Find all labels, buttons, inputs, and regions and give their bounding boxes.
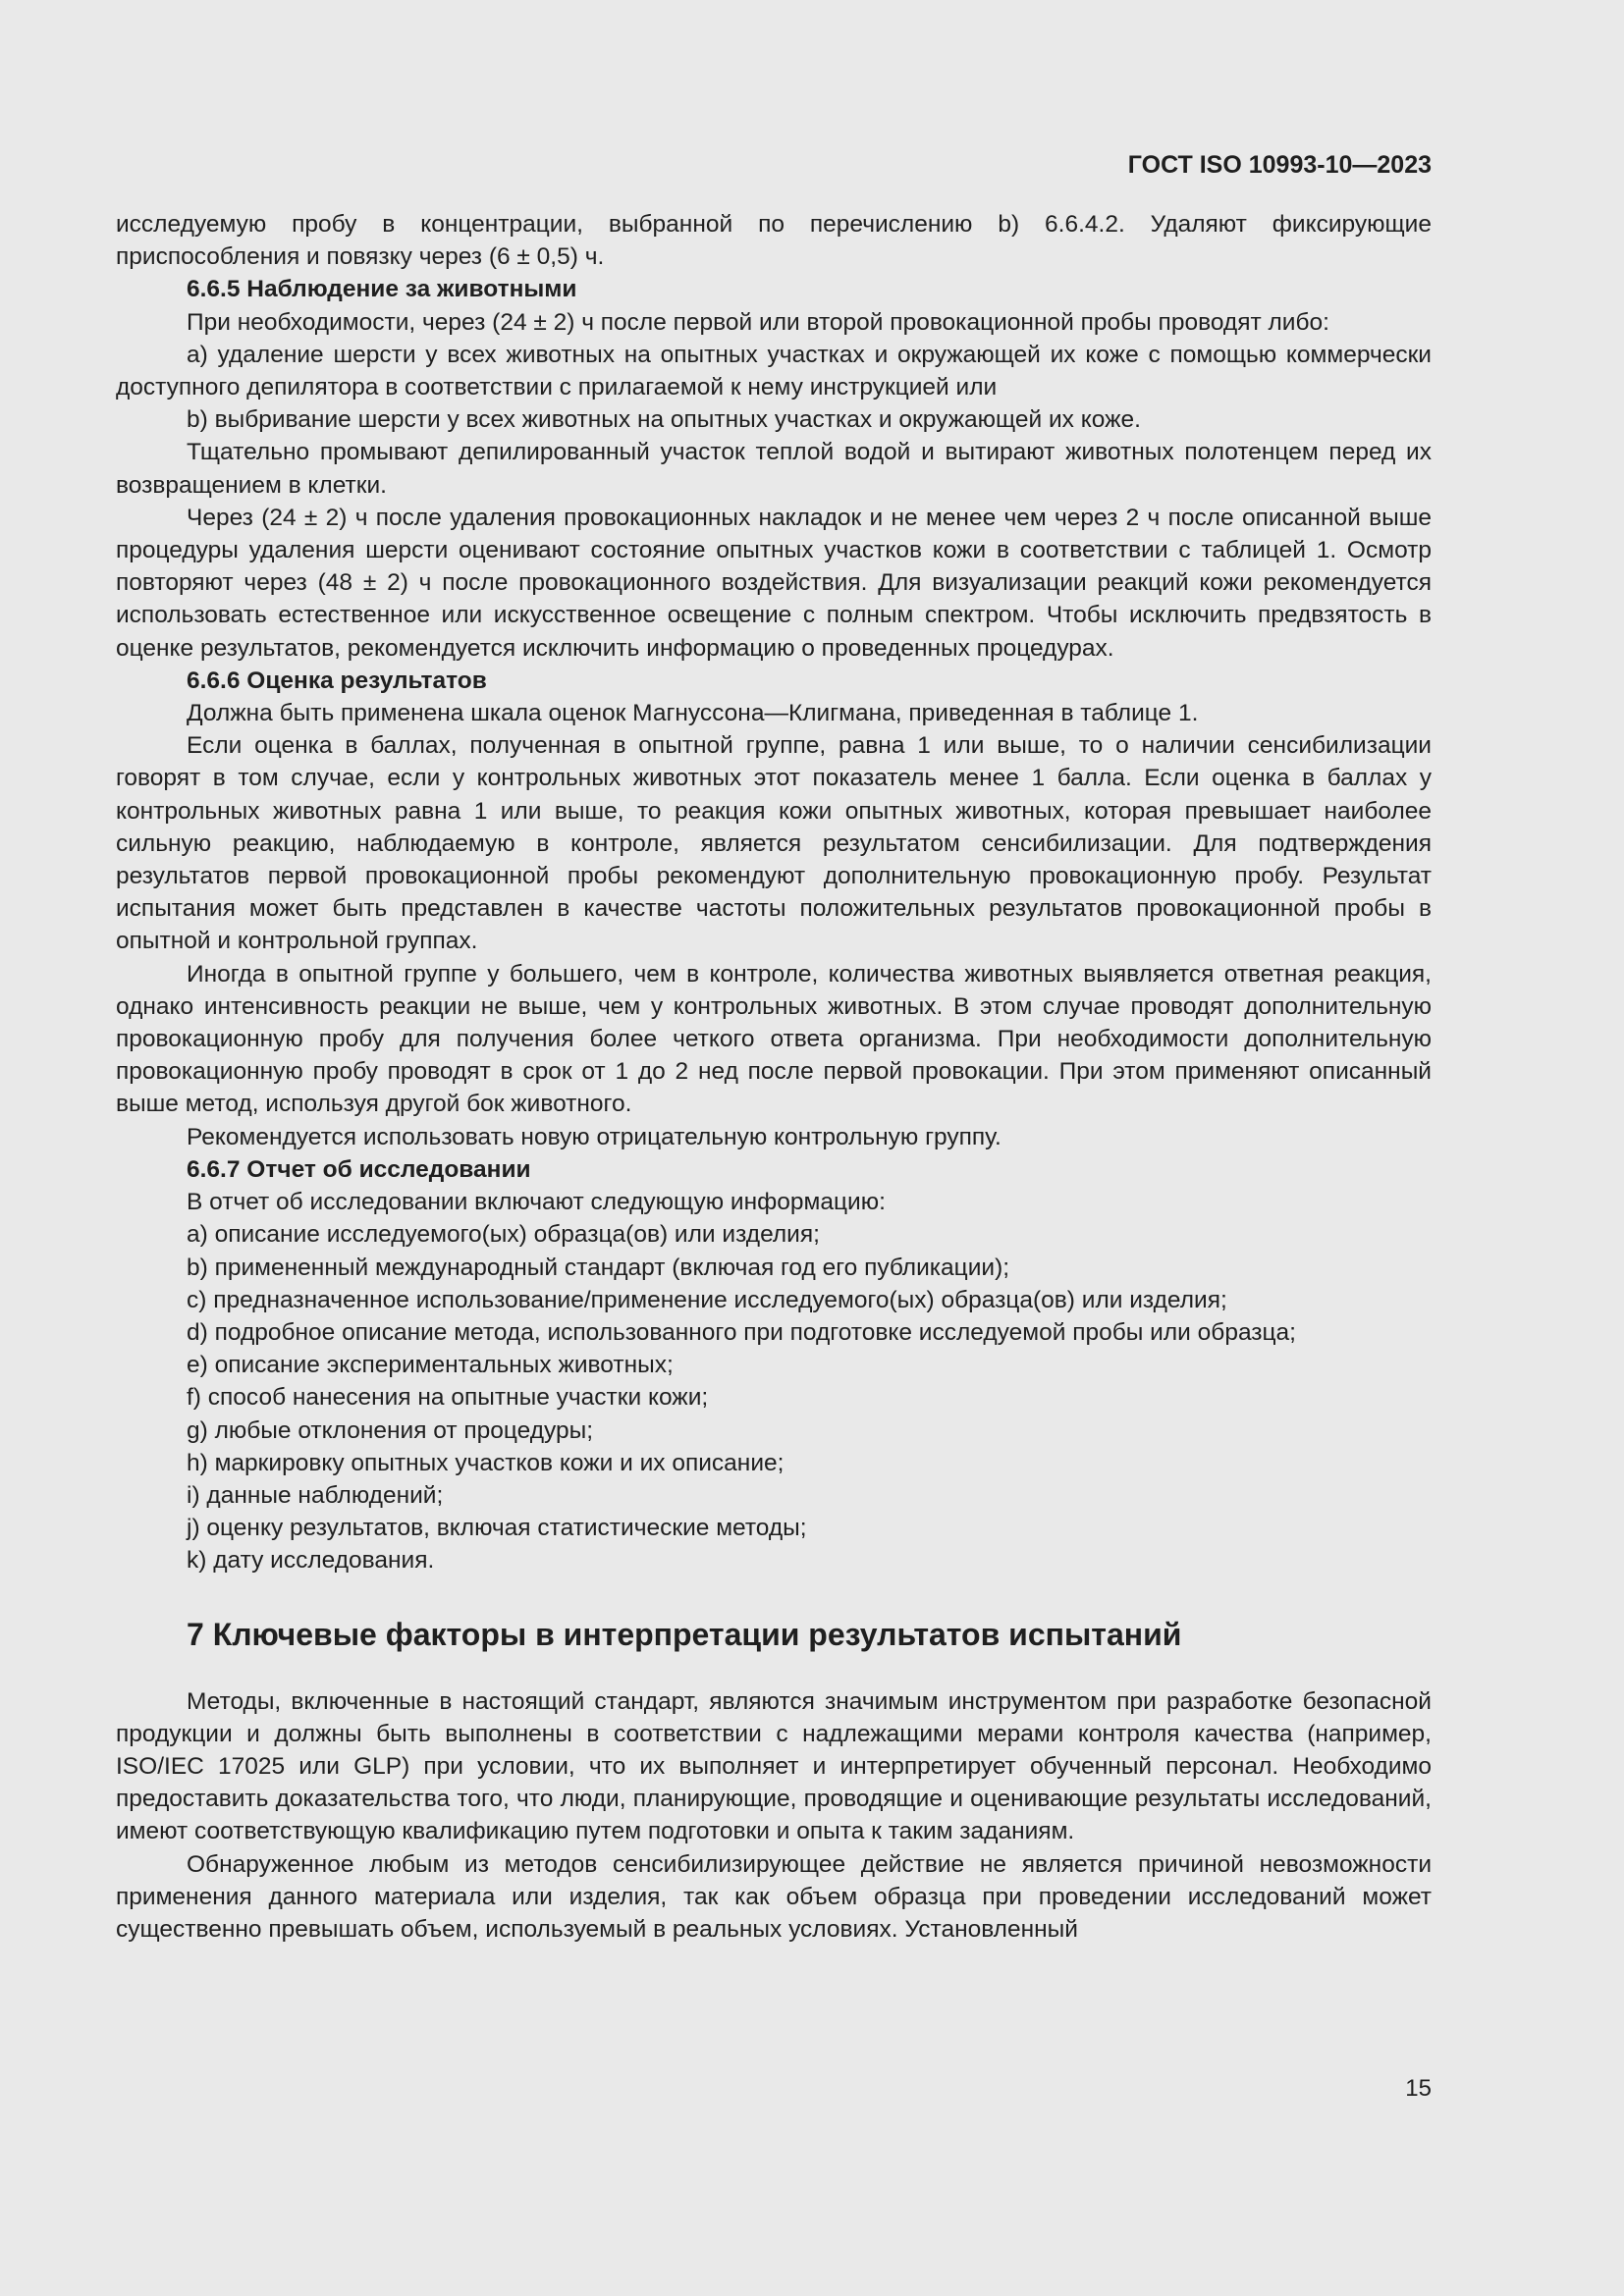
document-header — [116, 147, 1432, 183]
report-list-item: i) данные наблюдений; — [187, 1481, 444, 1509]
report-intro: В отчет об исследовании включают следующую информацию: — [187, 1189, 886, 1216]
paragraph: Обнаруженное любым из методов сенсибилизирующее действие не является причиной невозможности применения данного материала или изделия, так как объем образца при проведении исследований может существенно превышать объем, используемый в реальных условиях. Установленный — [116, 1850, 1432, 1943]
section-heading: 7 Ключевые факторы в интерпретации результатов испытаний — [187, 1616, 1182, 1652]
report-list-item: b) примененный международный стандарт (включая год его публикации); — [187, 1254, 1010, 1281]
report-list-item: k) дату исследования. — [187, 1547, 435, 1575]
report-list-item: h) маркировку опытных участков кожи и их описание; — [187, 1449, 785, 1476]
paragraph: исследуемую пробу в концентрации, выбранной по перечислению b) 6.6.4.2. Удаляют фиксирующие приспособления и повязку через (6 ± 0,5) ч. — [116, 211, 1432, 271]
report-list-item: c) предназначенное использование/применение исследуемого(ых) образца(ов) или изделия; — [187, 1286, 1227, 1313]
report-list-item: f) способ нанесения на опытные участки кожи; — [187, 1384, 709, 1412]
report-list-item: d) подробное описание метода, использованного при подготовке исследуемой пробы или образца; — [187, 1318, 1296, 1346]
paragraph: Рекомендуется использовать новую отрицательную контрольную группу. — [187, 1123, 1001, 1150]
paragraph: Тщательно промывают депилированный участок теплой водой и вытирают животных полотенцем перед их возвращением в клетки. — [116, 439, 1432, 499]
list-item: a) удаление шерсти у всех животных на опытных участках и окружающей их коже с помощью коммерчески доступного депилятора в соответствии с прилагаемой к нему инструкцией или — [116, 341, 1432, 401]
report-list-item: e) описание экспериментальных животных; — [187, 1352, 674, 1379]
report-list-item: a) описание исследуемого(ых) образца(ов) или изделия; — [187, 1221, 820, 1249]
list-item: b) выбривание шерсти у всех животных на опытных участках и окружающей их коже. — [187, 406, 1141, 434]
paragraph: При необходимости, через (24 ± 2) ч после первой или второй провокационной пробы проводят либо: — [187, 308, 1329, 336]
report-list-item: g) любые отклонения от процедуры; — [187, 1416, 594, 1444]
paragraph: Должна быть применена шкала оценок Магнуссона—Клигмана, приведенная в таблице 1. — [187, 700, 1199, 727]
paragraph: Иногда в опытной группе у большего, чем в контроле, количества животных выявляется ответная реакция, однако интенсивность реакции не выше, чем у контрольных животных. В этом случае проводят дополнительную провокационную пробу для получения более четкого ответа организма. При необходимости дополнительную провокационную пробу проводят в срок от 1 до 2 нед после первой провокации. При этом применяют описанный выше метод, используя другой бок животного. — [116, 960, 1432, 1118]
report-list-item: j) оценку результатов, включая статистические методы; — [187, 1515, 807, 1542]
paragraph: Через (24 ± 2) ч после удаления провокационных накладок и не менее чем через 2 ч после описанной выше процедуры удаления шерсти оценивают состояние опытных участков кожи в соответствии с таблицей 1. Осмотр повторяют через (48 ± 2) ч после провокационного воздействия. Для визуализации реакций кожи рекомендуется использовать естественное или искусственное освещение с полным спектром. Чтобы исключить предвзятость в оценке результатов, рекомендуется исключить информацию о проведенных процедурах. — [116, 504, 1432, 662]
subsection-heading: 6.6.6 Оценка результатов — [187, 667, 487, 694]
subsection-heading: 6.6.5 Наблюдение за животными — [187, 276, 577, 303]
paragraph: Методы, включенные в настоящий стандарт, являются значимым инструментом при разработке безопасной продукции и должны быть выполнены в соответствии с надлежащими мерами контроля качества (например, ISO/IEC 17025 или GLP) при условии, что их выполняет и интерпретирует обученный персонал. Необходимо предоставить доказательства того, что люди, планирующие, проводящие и оценивающие результаты исследований, имеют соответствующую квалификацию путем подготовки и опыта к таким заданиям. — [116, 1687, 1432, 1845]
document-body — [116, 208, 1432, 1946]
paragraph: Если оценка в баллах, полученная в опытной группе, равна 1 или выше, то о наличии сенсибилизации говорят в том случае, если у контрольных животных этот показатель менее 1 балла. Если оценка в баллах у контрольных животных равна 1 или выше, то реакция кожи опытных животных, которая превышает наиболее сильную реакцию, наблюдаемую в контроле, является результатом сенсибилизации. Для подтверждения результатов первой провокационной пробы рекомендуют дополнительную провокационную пробу. Результат испытания может быть представлен в качестве частоты положительных результатов провокационной пробы в опытной и контрольной группах. — [116, 732, 1432, 955]
document-id: ГОСТ ISO 10993-10—2023 — [1127, 151, 1432, 179]
subsection-heading: 6.6.7 Отчет об исследовании — [187, 1155, 531, 1183]
page-number: 15 — [1405, 2075, 1432, 2102]
